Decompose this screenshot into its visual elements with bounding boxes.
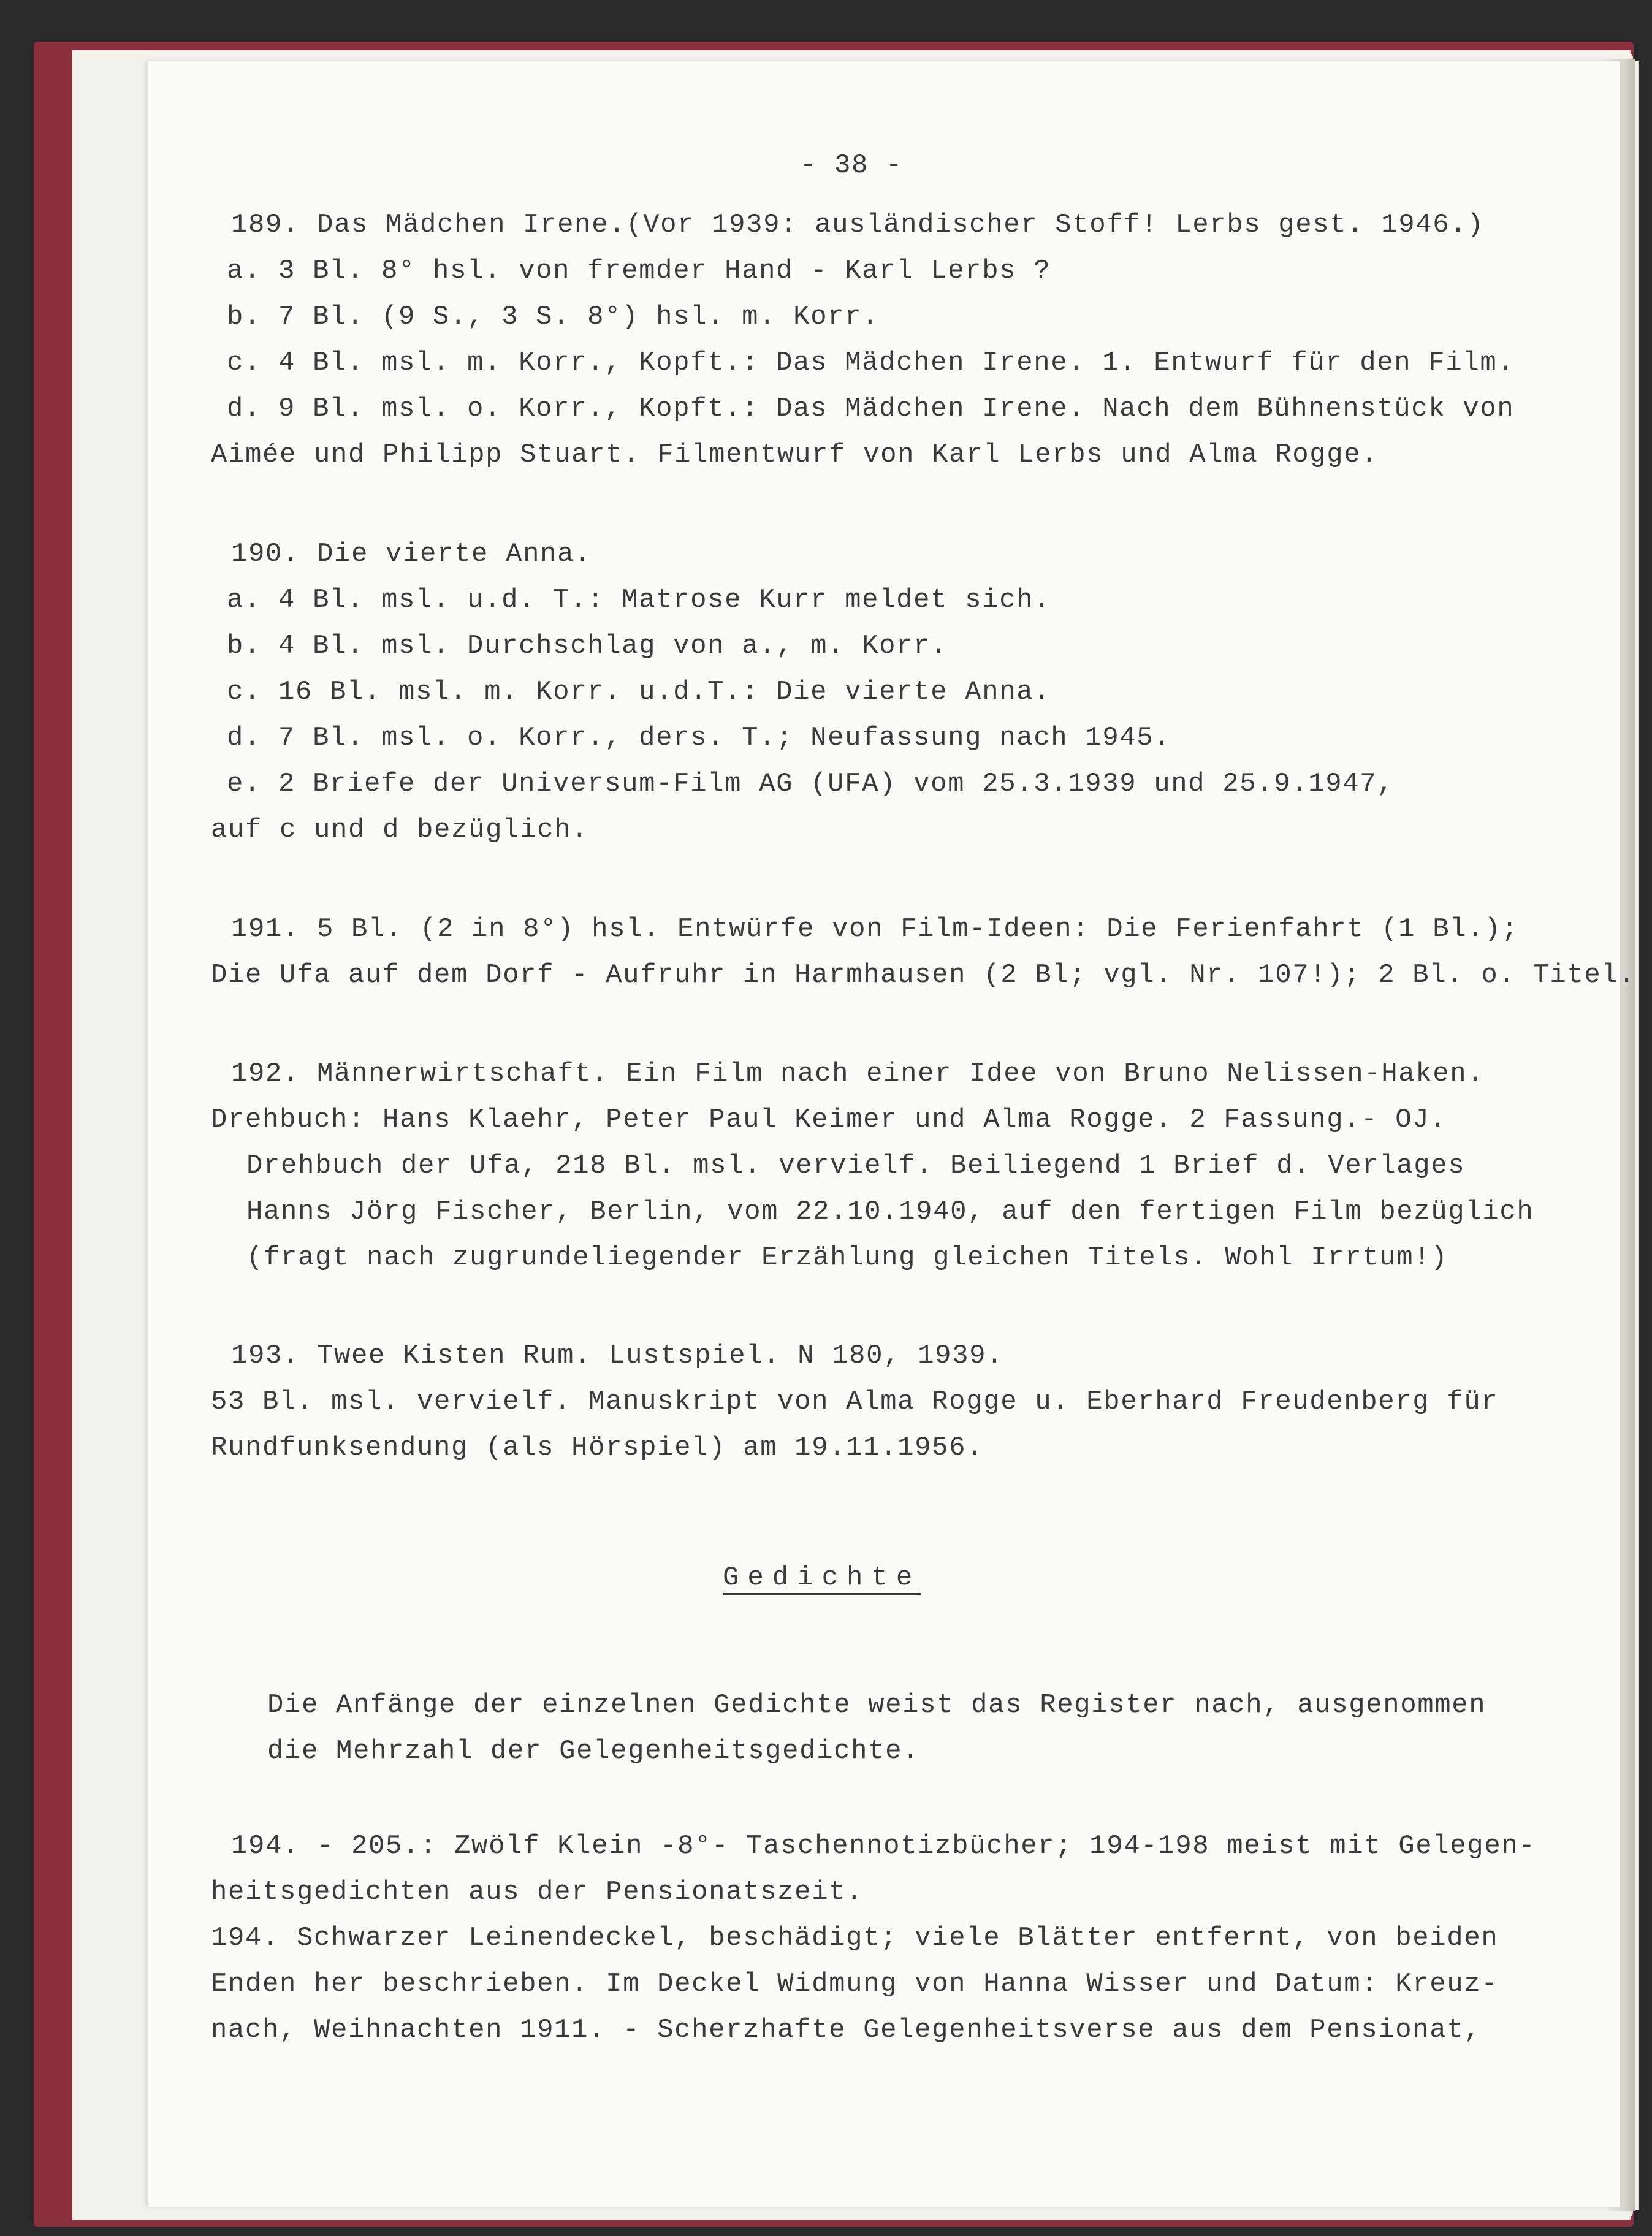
text-line: 191. 5 Bl. (2 in 8°) hsl. Entwürfe von Film-Ideen: Die Ferienfahrt (1 Bl.);: [231, 914, 1519, 945]
text-line: 192. Männerwirtschaft. Ein Film nach einer Idee von Bruno Nelissen-Haken.: [231, 1059, 1485, 1089]
text-line: Die Anfänge der einzelnen Gedichte weist das Register nach, ausgenommen: [267, 1690, 1486, 1721]
text-line: 190. Die vierte Anna.: [231, 539, 592, 569]
text-line: 189. Das Mädchen Irene.(Vor 1939: ausländischer Stoff! Lerbs gest. 1946.): [231, 210, 1485, 240]
text-line: Enden her beschrieben. Im Deckel Widmung von Hanna Wisser und Datum: Kreuz-: [211, 1969, 1499, 1999]
text-line: Rundfunksendung (als Hörspiel) am 19.11.1956.: [211, 1432, 984, 1463]
text-line: auf c und d bezüglich.: [211, 815, 589, 845]
text-line: heitsgedichten aus der Pensionatszeit.: [211, 1877, 864, 1907]
text-line: Drehbuch: Hans Klaehr, Peter Paul Keimer und Alma Rogge. 2 Fassung.- OJ.: [211, 1105, 1447, 1135]
text-line: b. 4 Bl. msl. Durchschlag von a., m. Korr.: [227, 631, 948, 661]
text-line: c. 4 Bl. msl. m. Korr., Kopft.: Das Mädchen Irene. 1. Entwurf für den Film.: [227, 348, 1515, 378]
page-number: - 38 -: [800, 150, 904, 181]
text-line: a. 3 Bl. 8° hsl. von fremder Hand - Karl Lerbs ?: [227, 256, 1051, 286]
document-page: [148, 61, 1636, 2207]
text-line: 193. Twee Kisten Rum. Lustspiel. N 180, 1939.: [231, 1340, 1004, 1371]
text-line: die Mehrzahl der Gelegenheitsgedichte.: [267, 1736, 920, 1766]
text-line: Drehbuch der Ufa, 218 Bl. msl. vervielf. Beiliegend 1 Brief d. Verlages: [246, 1150, 1466, 1181]
section-heading: Gedichte: [723, 1562, 921, 1593]
text-line: 53 Bl. msl. vervielf. Manuskript von Alma Rogge u. Eberhard Freudenberg für: [211, 1386, 1499, 1417]
text-line: d. 7 Bl. msl. o. Korr., ders. T.; Neufassung nach 1945.: [227, 723, 1171, 753]
text-line: Hanns Jörg Fischer, Berlin, vom 22.10.1940, auf den fertigen Film bezüglich: [246, 1196, 1534, 1227]
text-line: 194. Schwarzer Leinendeckel, beschädigt; viele Blätter entfernt, von beiden: [211, 1923, 1499, 1953]
text-line: nach, Weihnachten 1911. - Scherzhafte Gelegenheitsverse aus dem Pensionat,: [211, 2015, 1482, 2045]
text-line: 194. - 205.: Zwölf Klein -8°- Taschennotizbücher; 194-198 meist mit Gelegen-: [231, 1831, 1536, 1861]
text-line: a. 4 Bl. msl. u.d. T.: Matrose Kurr meldet sich.: [227, 585, 1051, 615]
text-line: (fragt nach zugrundeliegender Erzählung gleichen Titels. Wohl Irrtum!): [246, 1242, 1448, 1273]
text-line: Aimée und Philipp Stuart. Filmentwurf von Karl Lerbs und Alma Rogge.: [211, 439, 1379, 470]
text-line: b. 7 Bl. (9 S., 3 S. 8°) hsl. m. Korr.: [227, 302, 880, 332]
text-line: e. 2 Briefe der Universum-Film AG (UFA) vom 25.3.1939 und 25.9.1947,: [227, 769, 1395, 799]
text-line: Die Ufa auf dem Dorf - Aufruhr in Harmhausen (2 Bl; vgl. Nr. 107!); 2 Bl. o. Titel.: [211, 960, 1636, 991]
text-line: c. 16 Bl. msl. m. Korr. u.d.T.: Die vierte Anna.: [227, 677, 1051, 707]
text-line: d. 9 Bl. msl. o. Korr., Kopft.: Das Mädchen Irene. Nach dem Bühnenstück von: [227, 394, 1515, 424]
